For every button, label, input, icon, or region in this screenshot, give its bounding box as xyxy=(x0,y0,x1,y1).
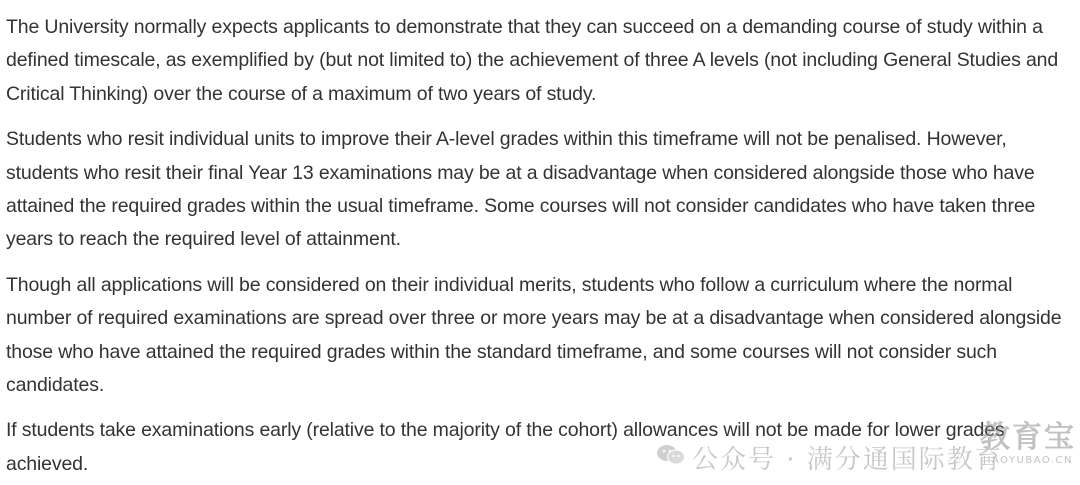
paragraph-timescale: The University normally expects applicants to demonstrate that they can succeed on a demanding course of study within a defined timescale, as exemplified by (but not limited to) the achievement of three A levels (not including General Studies and Critical Thinking) over the course of a maximum of two years of study. xyxy=(6,16,1059,105)
paragraph-early-exams: If students take examinations early (relative to the majority of the cohort) allowances will not be made for lower grades achieved. xyxy=(6,419,1005,475)
watermark-text: 公众号 · 满分通国际教育 xyxy=(692,445,1003,475)
watermark-logo-en: JIAOYUBAO.CN xyxy=(983,455,1073,466)
watermark-logo-cn: 教育宝 xyxy=(980,420,1076,455)
paragraph-resits: Students who resit individual units to improve their A-level grades within this timeframe will not be penalised. However, students who resit their final Year 13 examinations may be at a disadvantage when considered alongside those who have attained the required grades within the usual timeframe. Some courses will not consider candidates who have taken three years to reach the required level of attainment. xyxy=(6,128,1036,251)
paragraph-curriculum: Though all applications will be considered on their individual merits, students who follow a curriculum where the normal number of required examinations are spread over three or more years may be at a disadvantage when considered alongside those who have attained the required grades within the standard timeframe, and some courses will not consider such candidates. xyxy=(6,273,1062,397)
article-body xyxy=(6,11,1074,481)
